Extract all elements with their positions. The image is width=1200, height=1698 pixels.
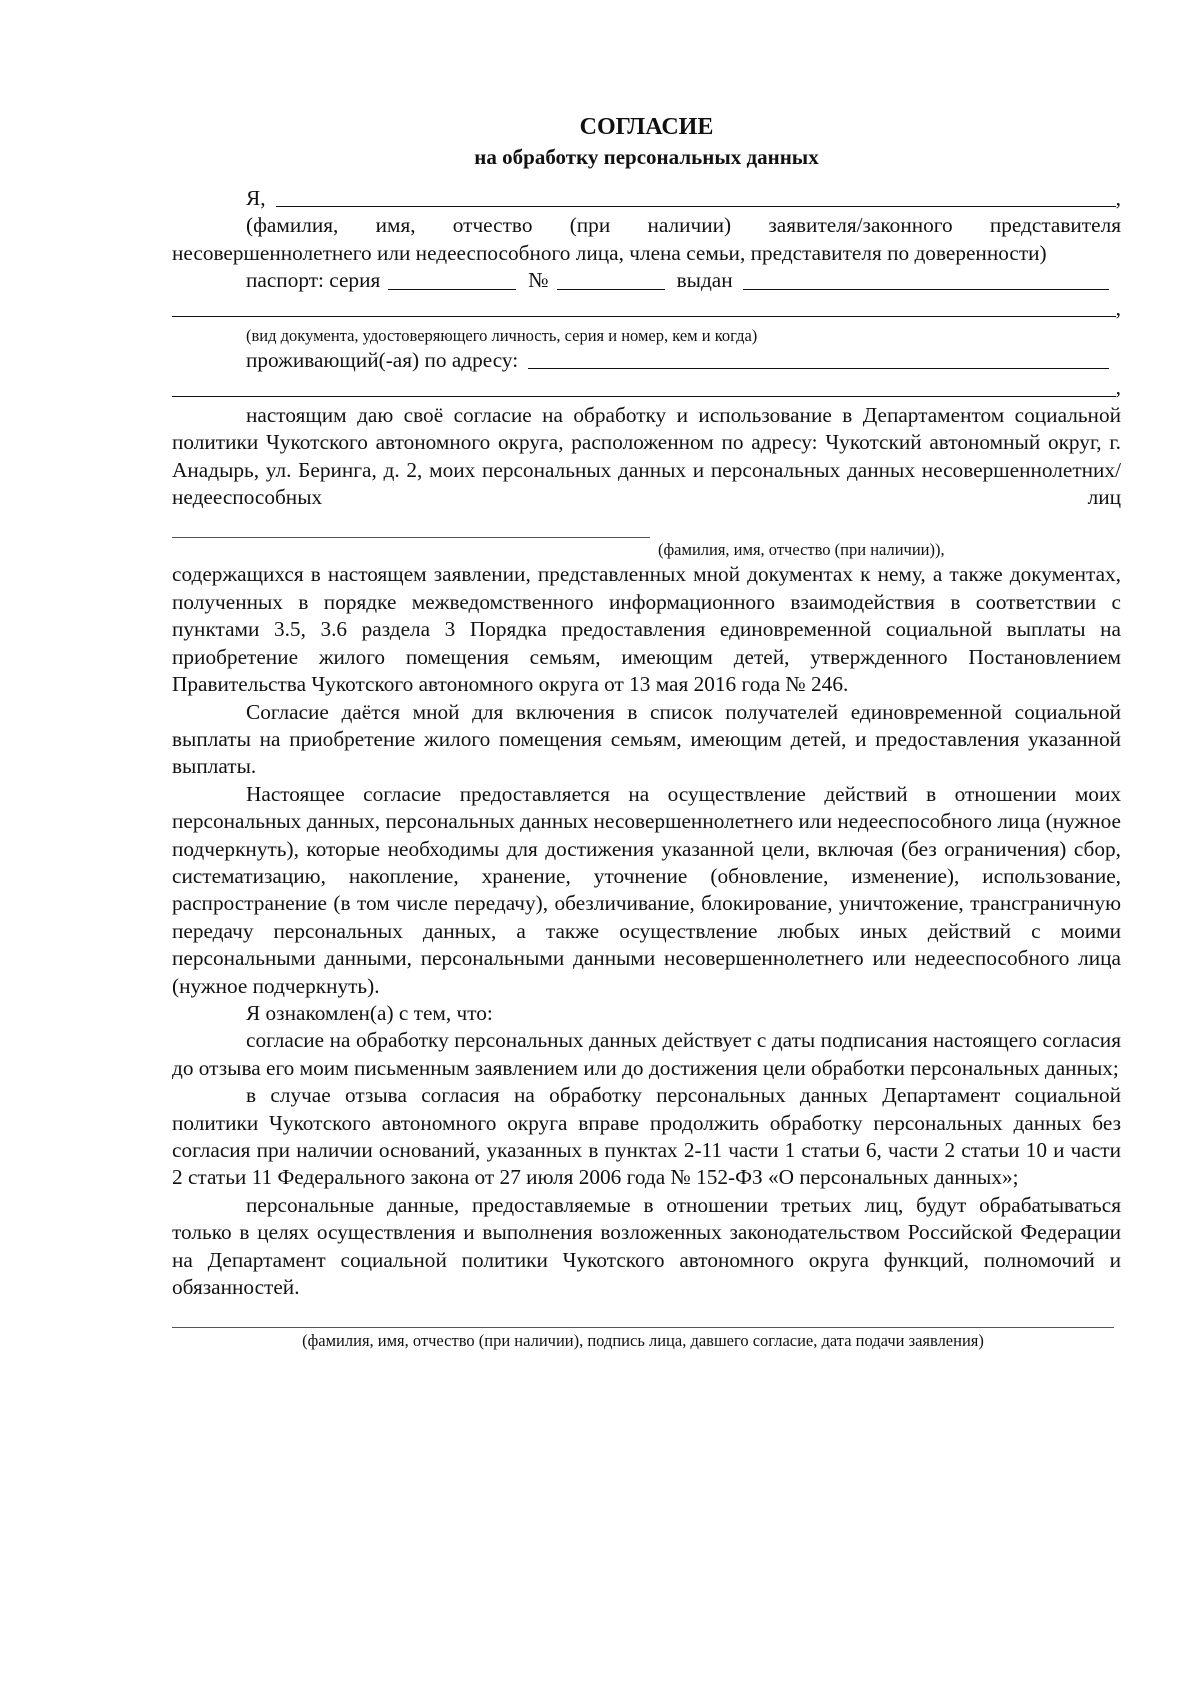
consent-paragraph-1: настоящим даю своё согласие на обработку и использование в Департаментом социальной политики Чукотского автономного округа, расположенном по адресу: Чукотский автономный округ, г. Анадырь, ул. Беринга, д. 2, моих персональных данных и персональных данных несовершеннолетних/недееспособных лиц: [172, 402, 1121, 510]
document-subtitle: на обработку персональных данных: [474, 145, 819, 169]
minors-name-field[interactable]: [172, 537, 650, 538]
applicant-name-field[interactable]: [276, 186, 1116, 207]
comma: ,: [1115, 186, 1121, 210]
comma: ,: [1115, 295, 1121, 320]
minors-name-row: [172, 511, 1121, 545]
signature-hint: (фамилия, имя, отчество (при наличии), подпись лица, давшего согласие, дата подачи заявления): [302, 1331, 984, 1351]
actions-paragraph: Настоящее согласие предоставляется на осуществление действий в отношении моих персональных данных, персональных данных несовершеннолетнего или недееспособного лица (нужное подчеркнуть), которые необходимы для достижения указанной цели, включая (без ограничения) сбор, систематизацию, накопление, хранение, уточнение (обновление, изменение), использование, распространение (в том числе передачу), обезличивание, блокирование, уничтожение, трансграничную передачу персональных данных, а также осуществление любых иных действий с моими персональными данными, персональными данными несовершеннолетнего или недееспособного лица (нужное подчеркнуть).: [172, 781, 1121, 998]
document-body: [172, 112, 1121, 1352]
address-continue-field[interactable]: [172, 376, 1116, 397]
applicant-name-hint: (фамилия, имя, отчество (при наличии) заявителя/законного представителя несовершеннолетнего или недееспособного лица, члена семьи, представителя по доверенности): [172, 213, 1121, 265]
number-sign: №: [528, 268, 549, 293]
document-hint: (вид документа, удостоверяющего личность, серия и номер, кем и когда): [246, 326, 758, 346]
revoke-paragraph: в случае отзыва согласия на обработку персональных данных Департамент социальной политики Чукотского автономного округа вправе продолжить обработку персональных данных без согласия при наличии оснований, указанных в пунктах 2-11 части 1 статьи 6, части 2 статьи 10 и части 2 статьи 11 Федерального закона от 27 июля 2006 года № 152-ФЗ «О персональных данных»;: [172, 1083, 1121, 1190]
applicant-name-row: [172, 185, 1121, 212]
passport-continue-row: [172, 295, 1121, 322]
signature-field[interactable]: [172, 1327, 1114, 1328]
comma: ,: [1115, 375, 1121, 400]
passport-number-field[interactable]: [557, 269, 665, 290]
passport-series-label: паспорт: серия: [246, 268, 381, 293]
issued-label: выдан: [676, 268, 733, 293]
address-field[interactable]: [528, 348, 1109, 369]
document-title: СОГЛАСИЕ: [579, 114, 714, 140]
purpose-paragraph: Согласие даётся мной для включения в список получателей единовременной социальной выплаты на приобретение жилого помещения семьям, имеющим детей, и предоставления указанной выплаты.: [172, 699, 1121, 779]
passport-row: [172, 267, 1121, 294]
consent-paragraph-2: содержащихся в настоящем заявлении, представленных мной документах к нему, а также документах, полученных в порядке межведомственного информационного взаимодействия в соответствии с пунктами 3.5, 3.6 раздела 3 Порядка предоставления единовременной социальной выплаты на приобретение жилого помещения семьям, имеющим детей, утвержденного Постановлением Правительства Чукотского автономного округа от 13 мая 2016 года № 246.: [172, 562, 1121, 697]
term-paragraph: согласие на обработку персональных данных действует с даты подписания настоящего согласия до отзыва его моим письменным заявлением или до достижения цели обработки персональных данных;: [172, 1028, 1121, 1080]
address-label: проживающий(-ая) по адресу:: [246, 348, 519, 373]
passport-issued-continue-field[interactable]: [172, 296, 1116, 317]
issued-by-field[interactable]: [743, 269, 1109, 290]
i-label: Я,: [246, 186, 266, 210]
address-row: [172, 347, 1121, 374]
third-parties-paragraph: персональные данные, предоставляемые в отношении третьих лиц, будут обрабатываться только в целях осуществления и выполнения возложенных законодательством Российской Федерации на Департамент социальной политики Чукотского автономного округа функций, полномочий и обязанностей.: [172, 1192, 1121, 1300]
minors-name-hint: (фамилия, имя, отчество (при наличии)),: [658, 540, 945, 560]
address-continue-row: [172, 374, 1121, 401]
passport-series-field[interactable]: [388, 269, 516, 290]
aware-paragraph: Я ознакомлен(а) с тем, что:: [246, 1000, 493, 1025]
